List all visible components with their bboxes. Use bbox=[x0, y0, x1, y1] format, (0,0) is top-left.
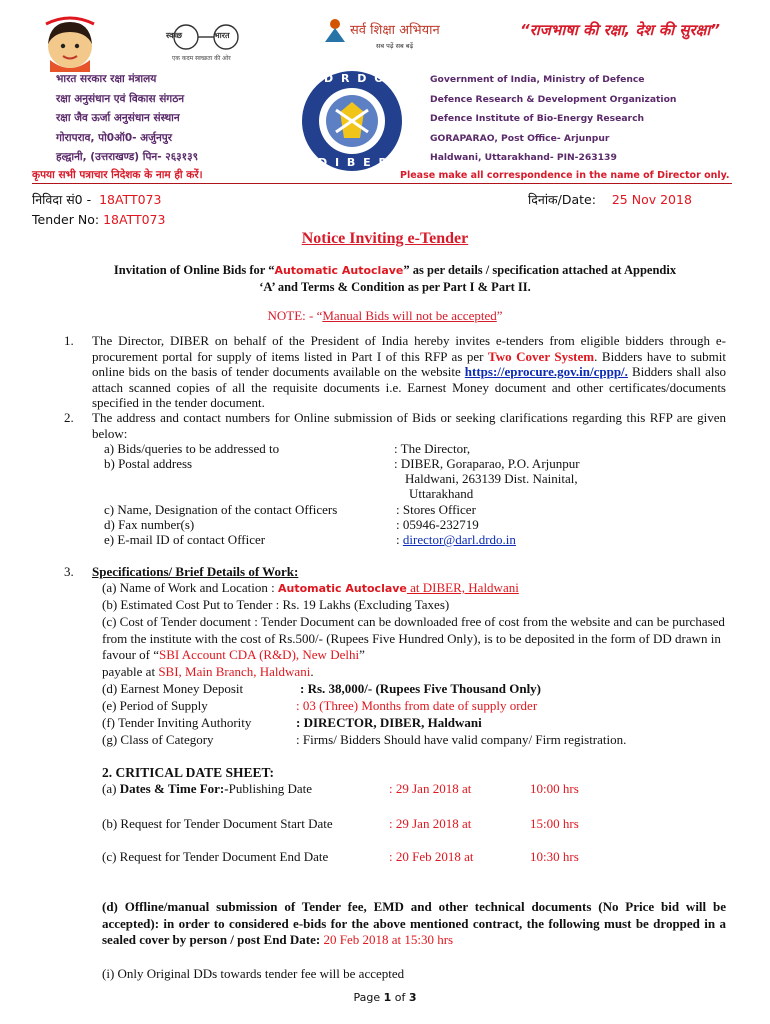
emd-label: (d) Earnest Money Deposit bbox=[102, 681, 244, 696]
payable-bank: SBI, Main Branch, Haldwani bbox=[158, 664, 311, 679]
hindi-line: भारत सरकार रक्षा मंत्रालय bbox=[56, 73, 157, 85]
start-label: (b) Request for Tender Document Start Date bbox=[102, 816, 333, 831]
publishing-time: 10:00 hrs bbox=[530, 781, 579, 796]
para2-text: The address and contact numbers for Online submission of Bids or seeking clarifications regarding this RFP are given below: bbox=[92, 410, 726, 441]
intro-pre: Invitation of Online Bids for “ bbox=[113, 263, 275, 277]
publishing-rest: Publishing Date bbox=[228, 781, 313, 796]
publishing-bold: Dates & Time For:- bbox=[119, 781, 229, 796]
drdo-text: D R D O bbox=[324, 72, 386, 85]
emd-value: : Rs. 38,000/- (Rupees Five Thousand Only) bbox=[300, 681, 542, 696]
para1-text2: . Bidders have to submit online bids on the basis of tender documents available on the website bbox=[92, 348, 726, 379]
hindi-motto: “राजभाषा की रक्षा, देश की सुरक्षा” bbox=[520, 21, 720, 39]
tender-ref bbox=[32, 212, 165, 227]
work-label: (a) Name of Work and Location : bbox=[102, 580, 278, 595]
address-cont: Haldwani, 263139 Dist. Nainital, bbox=[405, 471, 578, 486]
payable-end: . bbox=[310, 664, 314, 679]
beti-bachao-logo bbox=[40, 14, 100, 74]
para1 bbox=[92, 333, 726, 411]
email-link[interactable]: director@darl.drdo.in bbox=[402, 532, 516, 547]
page-mid: of bbox=[391, 991, 409, 1004]
address-cont: Uttarakhand bbox=[409, 486, 474, 501]
sarva-tagline: सब पढ़ें सब बढ़ें bbox=[376, 42, 414, 50]
note bbox=[0, 308, 770, 324]
page-total: 3 bbox=[408, 991, 417, 1004]
hindi-address bbox=[56, 70, 376, 168]
critical-d bbox=[102, 899, 726, 949]
swachh-tagline: एक कदम स्वच्छता की ओर bbox=[172, 55, 231, 62]
contact-row-label: c) Name, Designation of the contact Officers bbox=[104, 502, 338, 517]
payable-pre: payable at bbox=[102, 664, 159, 679]
end-label: (c) Request for Tender Document End Date bbox=[102, 849, 329, 864]
critical-heading: 2. CRITICAL DATE SHEET: bbox=[102, 765, 275, 780]
english-line: Defence Research & Development Organization bbox=[430, 93, 677, 105]
publishing-label bbox=[102, 781, 312, 797]
offline-submission-text: (d) Offline/manual submission of Tender fee, EMD and other technical documents (No Price bid will be accepted): in order to considered e-bids for the above mentioned contract, the following must be dropped in a sealed cover by person / post End Date: bbox=[102, 899, 726, 947]
hindi-line: हल्द्वानी, (उत्तराखण्ड) पिन- २६३१३९ bbox=[56, 151, 199, 163]
work-location: at DIBER, Haldwani bbox=[406, 580, 519, 595]
sarva-shiksha-logo bbox=[320, 14, 470, 54]
date-ref bbox=[528, 191, 692, 208]
hindi-correspondence-note: कृपया सभी पत्राचार निदेशक के नाम ही करें। bbox=[32, 169, 203, 181]
start-date: : 29 Jan 2018 at bbox=[389, 816, 472, 831]
sbi-account: SBI Account CDA (R&D), New Delhi bbox=[159, 647, 360, 662]
tender-value: 18ATT073 bbox=[103, 212, 166, 227]
contact-row-value: : 05946-232719 bbox=[396, 517, 479, 532]
category-label: (g) Class of Category bbox=[102, 732, 214, 747]
publishing-date: : 29 Jan 2018 at bbox=[389, 781, 472, 796]
para3-heading: Specifications/ Brief Details of Work: bbox=[92, 564, 299, 579]
para3-c bbox=[102, 614, 726, 664]
work-item: Automatic Autoclave bbox=[277, 582, 407, 595]
nivida-label: निविदा सं0 - bbox=[32, 192, 92, 207]
intro-post: ” as per details / specification attached at Appendix bbox=[403, 263, 677, 277]
hindi-line: गोरापराव, पो0ऑ0- अर्जुनपुर bbox=[56, 131, 173, 144]
payable-line bbox=[102, 664, 314, 680]
offline-end-date: 20 Feb 2018 at 15:30 hrs bbox=[323, 932, 454, 947]
category-value: : Firms/ Bidders Should have valid company/ Firm registration. bbox=[296, 732, 627, 747]
end-date: : 20 Feb 2018 at bbox=[389, 849, 474, 864]
start-time: 15:00 hrs bbox=[530, 816, 579, 831]
hindi-line: रक्षा जैव ऊर्जा अनुसंधान संस्थान bbox=[56, 112, 180, 124]
note-end: ” bbox=[496, 308, 503, 323]
contact-row-value bbox=[396, 532, 516, 548]
sarva-text: सर्व शिक्षा अभियान bbox=[350, 23, 440, 38]
authority-label: (f) Tender Inviting Authority bbox=[102, 715, 252, 730]
intro bbox=[64, 262, 726, 295]
note-text: Manual Bids will not be accepted bbox=[322, 308, 497, 323]
tender-cost-end: ” bbox=[359, 647, 365, 662]
contact-row-label: d) Fax number(s) bbox=[104, 517, 195, 532]
contact-row-value: : DIBER, Goraparao, P.O. Arjunpur bbox=[394, 456, 580, 471]
diber-text: D I B E R bbox=[318, 156, 389, 169]
para2-number: 2. bbox=[64, 410, 74, 425]
para1-number: 1. bbox=[64, 333, 74, 348]
authority-value: : DIRECTOR, DIBER, Haldwani bbox=[296, 715, 482, 730]
intro-item: Automatic Autoclave bbox=[274, 264, 404, 277]
period-value: : 03 (Three) Months from date of supply order bbox=[296, 698, 538, 713]
contact-row-value: : The Director, bbox=[394, 441, 471, 456]
page-current: 1 bbox=[383, 991, 392, 1004]
nivida-value: 18ATT073 bbox=[99, 192, 162, 207]
para1-text1: The Director, DIBER on behalf of the President of India hereby invites e-tenders from eligible bidders through e-procurement portal for supply of items listed in Part I of this RFP as per bbox=[92, 333, 726, 364]
end-time: 10:30 hrs bbox=[530, 849, 579, 864]
email-colon: : bbox=[396, 532, 400, 547]
two-cover-system: Two Cover System bbox=[488, 348, 595, 364]
english-line: Haldwani, Uttarakhand- PIN-263139 bbox=[430, 152, 617, 163]
contact-row-label: a) Bids/queries to be addressed to bbox=[104, 441, 280, 456]
hindi-line: रक्षा अनुसंधान एवं विकास संगठन bbox=[56, 92, 185, 105]
eprocure-link[interactable]: https://eprocure.gov.in/cppp/. bbox=[464, 364, 628, 379]
para3-number: 3. bbox=[64, 564, 74, 579]
contact-row-label: e) E-mail ID of contact Officer bbox=[104, 532, 266, 547]
english-line: GORAPARAO, Post Office- Arjunpur bbox=[430, 132, 610, 144]
contact-row-value: : Stores Officer bbox=[396, 502, 476, 517]
intro-line2: ‘A’ and Terms & Condition as per Part I & Part II. bbox=[259, 280, 531, 294]
bharat-text: भारत bbox=[214, 31, 230, 40]
page-title: Notice Inviting e-Tender bbox=[301, 230, 469, 247]
swachh-text: स्वच्छ bbox=[166, 31, 183, 40]
tender-cost-text: (c) Cost of Tender document : Tender Document can be downloaded free of cost from the website and can be purchased from the institute with the cost of Rs.500/- (Rupees Five Hundred Only), is to be deposited in the form of DD drawn in favour of “ bbox=[102, 614, 725, 662]
nivida-ref bbox=[32, 191, 161, 208]
header-divider bbox=[32, 183, 732, 184]
english-line: Government of India, Ministry of Defence bbox=[430, 74, 645, 85]
para3-a bbox=[102, 580, 519, 596]
page-pre: Page bbox=[353, 991, 384, 1004]
tender-label: Tender No: bbox=[32, 212, 100, 227]
note-label: NOTE: - “ bbox=[267, 308, 323, 323]
date-label: दिनांक/Date: bbox=[528, 192, 596, 207]
para3-b: (b) Estimated Cost Put to Tender : Rs. 19 Lakhs (Excluding Taxes) bbox=[102, 597, 450, 612]
publishing-pre: (a) bbox=[102, 781, 120, 796]
english-address bbox=[430, 70, 730, 168]
contact-row-label: b) Postal address bbox=[104, 456, 193, 471]
english-line: Defence Institute of Bio-Energy Research bbox=[430, 113, 645, 124]
date-value: 25 Nov 2018 bbox=[611, 192, 692, 207]
para1-text3: Bidders shall also attach scanned copies of all the requisite documents i.e. Earnest Money document and other certificates/documents specified in the tender document. bbox=[92, 364, 727, 410]
english-correspondence-note: Please make all correspondence in the name of Director only. bbox=[400, 170, 730, 181]
page-number bbox=[0, 991, 770, 1004]
critical-i: (i) Only Original DDs towards tender fee will be accepted bbox=[102, 966, 405, 981]
period-label: (e) Period of Supply bbox=[102, 698, 208, 713]
swachh-bharat-logo bbox=[150, 22, 270, 66]
